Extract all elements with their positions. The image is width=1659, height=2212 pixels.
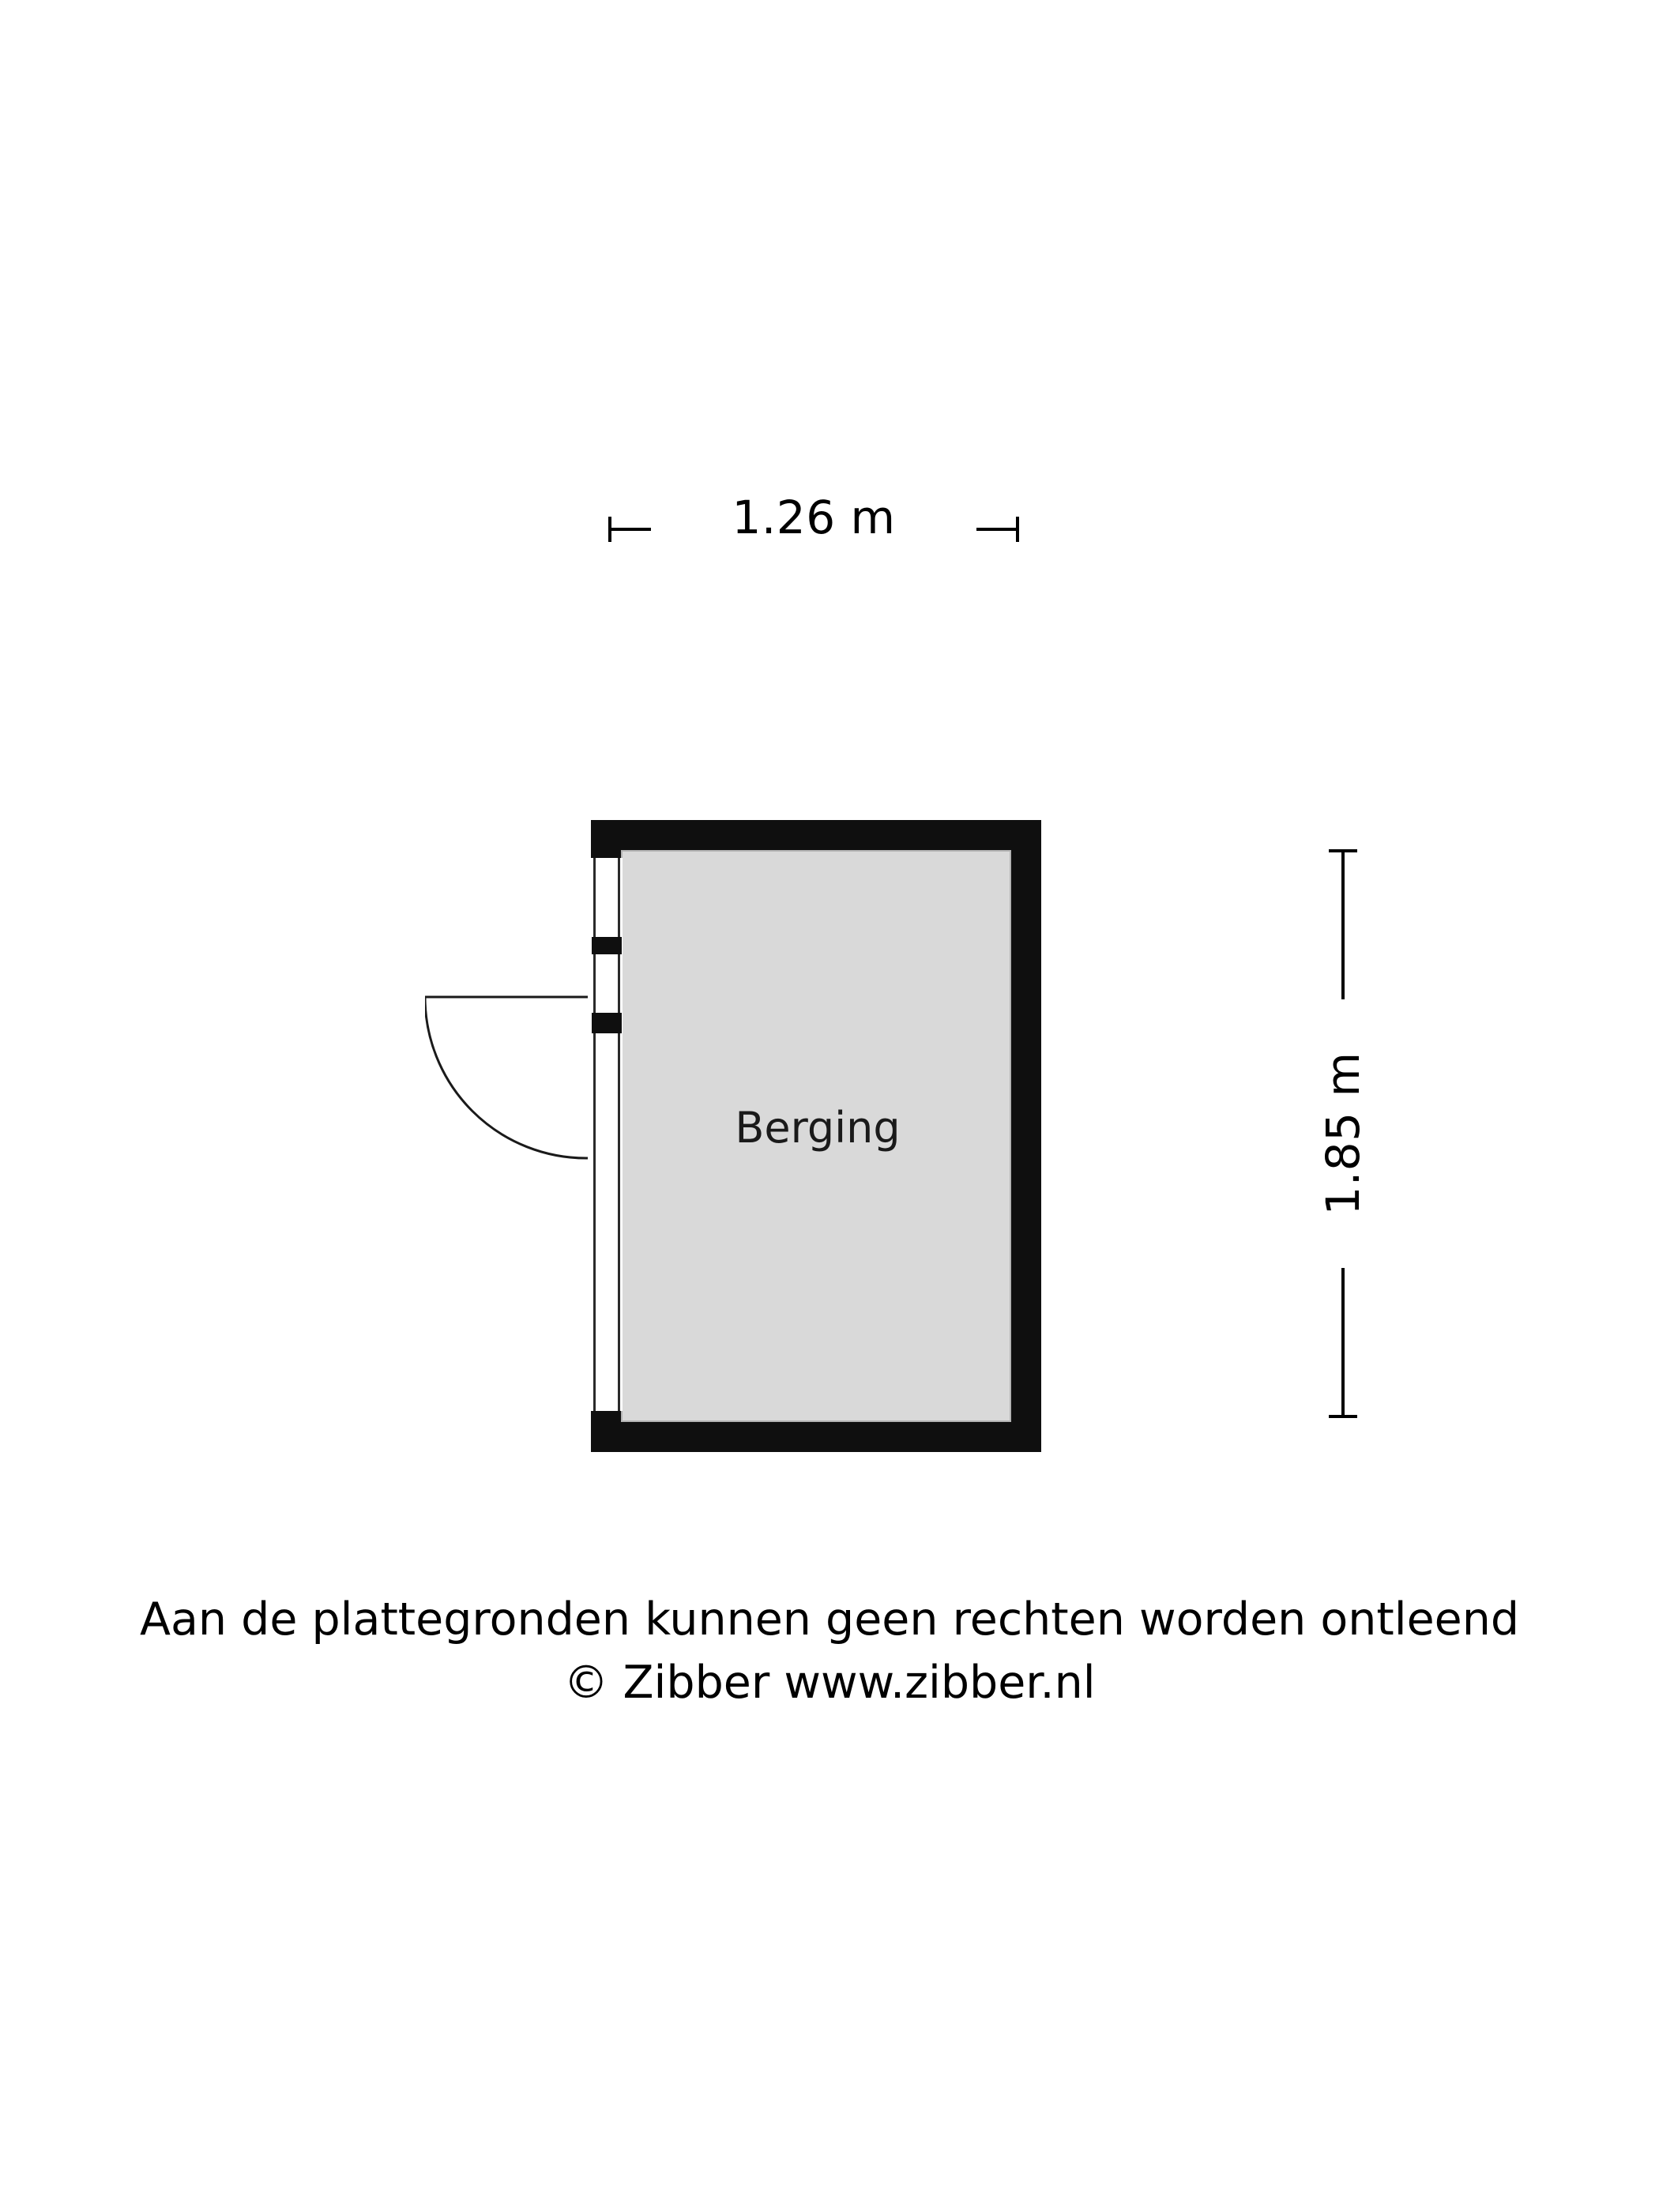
width-dimension-line-right (976, 528, 1019, 531)
floorplan-drawing (591, 820, 1041, 1452)
width-dimension-line-left (608, 528, 651, 531)
footer-copyright: © Zibber www.zibber.nl (563, 1657, 1096, 1709)
room-label: Berging (735, 1103, 901, 1153)
footer-disclaimer: Aan de plattegronden kunnen geen rechten worden ontleend (139, 1593, 1520, 1646)
height-dimension-label: 1.85 m (1316, 1051, 1370, 1216)
width-dimension-label: 1.26 m (732, 491, 896, 544)
width-dimension-end-cap-right (1016, 517, 1019, 542)
height-dimension-line-bottom (1341, 1268, 1345, 1418)
door-jamb-upper (592, 937, 622, 954)
room-berging (621, 850, 1011, 1422)
door-jamb-lower (592, 1013, 622, 1033)
footer (0, 1588, 1659, 1714)
height-dimension (1304, 849, 1382, 1418)
door-opening (591, 858, 623, 1411)
door-swing-arc (425, 995, 592, 1163)
width-dimension (608, 490, 1019, 561)
height-dimension-end-cap-bottom (1329, 1415, 1357, 1418)
height-dimension-line-top (1341, 849, 1345, 999)
